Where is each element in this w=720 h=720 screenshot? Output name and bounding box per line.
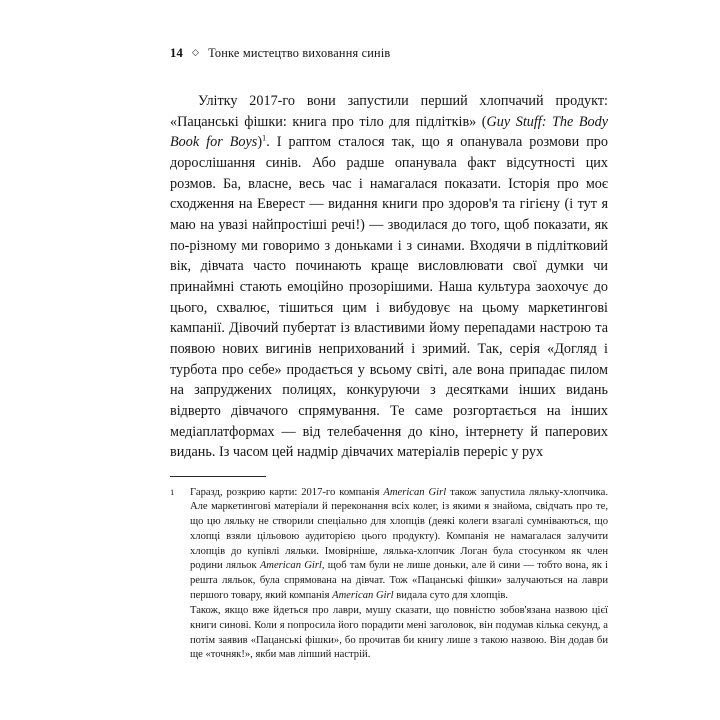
footnote-paragraph-2 [190,604,608,663]
footnote-reference: 1 [262,133,267,143]
footnote-body [190,486,608,663]
footnote-block [170,486,608,663]
brand-italic-3: American Girl [332,589,394,601]
footnote-separator [170,476,266,477]
footnote-seg-2a: Також, якщо вже йдеться про лаври, мушу сказати, що повністю зобов'язана назвою цієї книги синові. Коли я попросила його порадити мені заголовок, він подумав кілька секунд, а потім заявив «Пацанські фішки», бо прочитав би книгу лише з такою назвою. Він додав би ще «точняк!», якби мав ліпший настрій. [190,605,608,661]
footnote-paragraph-1 [190,486,608,603]
body-text [170,91,608,463]
page-number: 14 [170,46,183,60]
running-head [170,46,608,61]
footnote-marker: 1 [170,486,175,497]
main-paragraph [170,91,608,463]
paragraph-segment-5: . І раптом сталося так, що я опанувала розмови про дорослішання синів. Або радше опанувала факт відсутності цих розмов. Ба, власне, весь час і намагалася показати. Історія про моє сходження на Еверест — видання книги про здоров'я та гігієну (і тут я маю на увазі найпростіші речі!) — зводилася до того, щоб показати, як по-різному ми говоримо з доньками і з синами. Входячи в підлітковий вік, дівчата часто починають краще висловлювати свої думки чи принаймні стають емоційно прозорішими. Наша культура заохочує до цього, схвалює, тішиться цим і вибудовує на цьому маркетингові кампанії. Дівочий пубертат із властивими йому перепадами настрою та появою нових вигинів неприхований і зримий. Так, серія «Догляд і турбота про себе» продається у всьому світі, але вона припадає пилом на запруджених полицях, конкуруючи з десятками інших видань відверто дівчачого спрямування. Те саме розгортається на інших медіаплатформах — від телебачення до кіно, інтернету й паперових видань. Із часом цей надмір дівчачих матеріалів переріс у рух [170,134,608,461]
footnote-seg-1c: , щоб там були не лише доньки, але й сини — тобто вона, як і решта ляльок, була спрямована на дівчат. Тож «Пацанські фішки» залучаються на лаври першого товару, який компанія [190,560,608,601]
footnote-seg-1a: Гаразд, розкрию карти: 2017-го компанія [190,486,384,498]
book-title-italic: Guy Stuff: The Body Book for Boys [170,113,608,151]
brand-italic-1: American Girl [383,486,447,498]
diamond-icon: ◇ [192,47,200,57]
brand-italic-2: American Girl [259,560,322,572]
running-head-title: Тонке мистецтво виховання синів [208,46,391,60]
footnote-seg-1d: видала суто для хлопців. [393,589,509,601]
paragraph-segment-3: ) [257,134,263,151]
footnote-seg-1b: також запустила ляльку-хлопчика. Але маркетингові матеріали й переконання всіх колег, із якими я знайома, свідчать про те, що цю ляльку не створили спеціально для хлопців (деякі колеги взагалі сумніваються, що хлопці взяли цільовою аудиторією цього продукту). Компанія не намагалася залучити хлопців до купівлі ляльки. Імовірніше, лялька-хлопчик Логан була стосунком як член родини ляльок [190,486,608,572]
paragraph-segment-1: Улітку 2017-го вони запустили перший хлопчачий продукт: «Пацанські фішки: книга про тіло для підлітків» ( [170,93,608,130]
